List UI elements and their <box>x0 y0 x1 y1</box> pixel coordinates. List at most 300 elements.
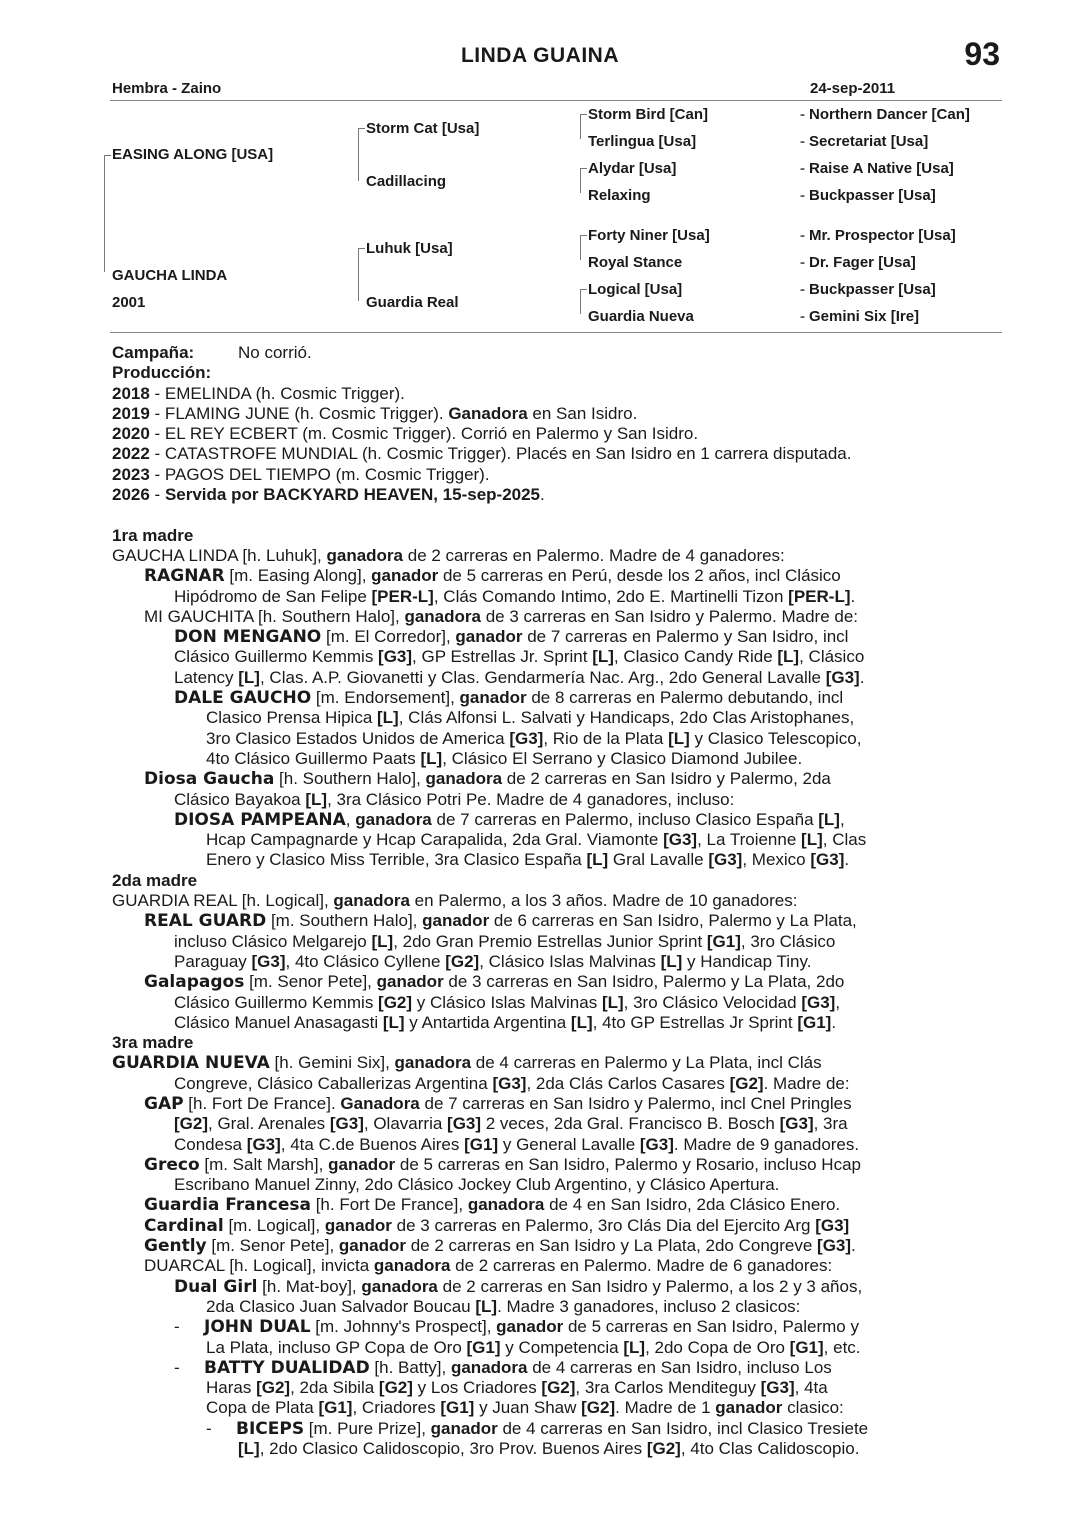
family-line <box>112 1094 1002 1114</box>
family-line <box>112 1155 1002 1175</box>
family-line <box>112 1074 1002 1094</box>
text: [h. Fort De France], <box>310 1195 468 1215</box>
highlight: [G1] <box>464 1134 499 1154</box>
text: , 3ro Clásico Velocidad <box>623 992 802 1012</box>
text: . Madre de 1 <box>615 1398 716 1418</box>
text: La Plata, incluso GP Copa de Oro <box>206 1337 467 1357</box>
text: de 5 carreras en San Isidro, Palermo y <box>563 1317 859 1337</box>
pedigree-gen3: Relaxing <box>588 187 651 204</box>
family-line <box>112 1175 1002 1195</box>
highlight: [G3] <box>447 1114 482 1134</box>
pedigree-gen3: Terlingua [Usa] <box>588 133 697 150</box>
text: , Clásico Islas Malvinas <box>479 951 661 971</box>
text: [h. Fort De France]. <box>183 1093 341 1113</box>
text: Escribano Manuel Zinny, 2do Clásico Jockey Club Argentino, y Clásico Apertura. <box>174 1175 780 1195</box>
highlight: [G2] <box>729 1073 764 1093</box>
production-text: - FLAMING JUNE (h. Cosmic Trigger). <box>149 403 449 423</box>
highlight: [G3] <box>329 1114 364 1134</box>
highlight: ganadora <box>373 1256 451 1276</box>
family-line <box>112 790 1002 810</box>
text: de 5 carreras en Perú, desde los 2 años, incl Clásico <box>438 566 841 586</box>
production-text: - PAGOS DEL TIEMPO (m. Cosmic Trigger). <box>149 464 490 484</box>
text: Clásico Bayakoa <box>174 789 306 809</box>
pedigree-dam: GAUCHA LINDA <box>112 267 228 284</box>
family-line <box>112 830 1002 850</box>
record-body <box>112 343 1002 1459</box>
horse-name: REAL GUARD <box>144 911 267 932</box>
first-dam-heading: 1ra madre <box>112 525 194 545</box>
production-year: 2019 <box>112 403 150 423</box>
text: 4to Clásico Guillermo Paats <box>206 748 421 768</box>
family-line <box>112 769 1002 789</box>
text: de 3 carreras en San Isidro, Palermo y La Plata, 2do <box>443 972 845 992</box>
text: [m. Easing Along], <box>224 566 372 586</box>
highlight: [G2] <box>174 1114 208 1134</box>
text: [h. Southern Halo], <box>274 769 426 789</box>
text: , 2do Clasico Calidoscopio, 3ro Prov. Buenos Aires <box>259 1439 647 1459</box>
highlight: ganadora <box>425 769 503 789</box>
page-title: LINDA GUAINA <box>460 44 620 67</box>
family-line <box>112 1195 1002 1215</box>
text: y Clásico Islas Malvinas <box>412 992 602 1012</box>
highlight: ganador <box>371 566 439 586</box>
highlight: [G2] <box>445 951 480 971</box>
highlight: [G2] <box>378 992 413 1012</box>
header-divider <box>110 100 1002 101</box>
production-item <box>112 424 1002 444</box>
text: [m. Salt Marsh], <box>199 1154 329 1174</box>
highlight: [L] <box>420 748 443 768</box>
text: , <box>839 809 845 829</box>
family-line <box>112 729 1002 749</box>
pedigree-dam-year: 2001 <box>112 294 146 311</box>
horse-name: DALE GAUCHO <box>174 688 312 709</box>
highlight: [G3] <box>663 830 698 850</box>
highlight: [G3] <box>246 1134 281 1154</box>
highlight: ganador <box>715 1398 783 1418</box>
text: Condesa <box>174 1134 247 1154</box>
horse-name: BICEPS <box>236 1418 305 1439</box>
text: Clásico Guillermo Kemmis <box>174 647 379 667</box>
text: , 3ra Clásico Potri Pe. Madre de 4 ganadores, incluso: <box>327 789 735 809</box>
production-year: 2020 <box>112 424 150 444</box>
text: y Handicap Tiny. <box>682 951 812 971</box>
highlight: ganador <box>496 1317 564 1337</box>
family-line <box>112 1277 1002 1297</box>
text: , etc. <box>823 1337 861 1357</box>
text: de 2 carreras en San Isidro y Palermo, a los 2 y 3 años, <box>437 1276 863 1296</box>
horse-name: Greco <box>144 1154 200 1175</box>
text: , Clas <box>822 830 867 850</box>
production-label: Producción: <box>112 363 212 383</box>
text: , Clásico El Serrano y Clasico Diamond Jubilee. <box>442 748 803 768</box>
text: de 2 carreras en San Isidro y Palermo, 2da <box>502 769 831 789</box>
family-line <box>112 668 1002 688</box>
text: 3ro Clasico Estados Unidos de America <box>206 728 510 748</box>
text: MI GAUCHITA [h. Southern Halo], <box>144 606 405 626</box>
dash: - <box>206 1418 212 1438</box>
family-line <box>112 749 1002 769</box>
highlight: ganador <box>338 1236 406 1256</box>
highlight: [L] <box>777 647 800 667</box>
text: , 2do Copa de Oro <box>645 1337 790 1357</box>
production-year: 2018 <box>112 383 150 403</box>
text: de 6 carreras en San Isidro, Palermo y La Plata, <box>489 911 857 931</box>
pedigree-sire: EASING ALONG [USA] <box>112 146 274 163</box>
highlight: [L] <box>660 951 683 971</box>
highlight: [G3] <box>801 992 836 1012</box>
family-line <box>112 1358 1002 1378</box>
dash: - <box>800 227 805 244</box>
birth-date: 24-sep-2011 <box>810 80 896 97</box>
highlight: [L] <box>382 1012 405 1032</box>
horse-name: Cardinal <box>144 1215 224 1236</box>
family-line <box>112 932 1002 952</box>
dash: - <box>800 254 805 271</box>
pedigree-bracket <box>580 289 587 314</box>
highlight: [G3] <box>815 1215 850 1235</box>
family-line <box>112 1013 1002 1033</box>
text: , Mexico <box>742 850 811 870</box>
family-line <box>112 1317 1002 1337</box>
text: [m. Senor Pete], <box>206 1236 339 1256</box>
family-line <box>112 587 1002 607</box>
text: , 3ra Carlos Menditeguy <box>575 1378 761 1398</box>
spacer <box>112 505 1002 525</box>
family-line <box>112 1439 1002 1459</box>
highlight: [L] <box>592 647 614 667</box>
text: . Madre de: <box>763 1073 850 1093</box>
horse-name: JOHN DUAL <box>204 1317 311 1338</box>
pedigree-gen4: Raise A Native [Usa] <box>809 160 954 177</box>
text: , Clas. A.P. Giovanetti y Clas. Gendarmería Nac. Arg., 2do General Lavalle <box>259 667 826 687</box>
highlight: Ganadora <box>340 1093 420 1113</box>
pedigree-gen4-row <box>800 106 970 123</box>
production-year: 2026 <box>112 485 150 505</box>
highlight: ganadora <box>355 809 432 829</box>
pedigree-bracket <box>580 114 587 139</box>
horse-name: DON MENGANO <box>174 627 322 648</box>
text: . Madre 3 ganadores, incluso 2 clasicos: <box>497 1296 801 1316</box>
second-dam-heading: 2da madre <box>112 870 198 890</box>
dash: - <box>174 1357 180 1377</box>
text: [m. El Corredor], <box>321 627 456 647</box>
highlight: ganadora <box>361 1276 438 1296</box>
pedigree-gen4: Mr. Prospector [Usa] <box>809 227 956 244</box>
text: y Los Criadores <box>412 1378 542 1398</box>
text: de 3 carreras en Palermo, 3ro Clás Dia del Ejercito Arg <box>391 1215 816 1235</box>
campaign-value: No corrió. <box>238 343 312 362</box>
dash: - <box>800 106 805 123</box>
production-item <box>112 485 1002 505</box>
pedigree-gen3: Storm Bird [Can] <box>588 106 708 123</box>
text: de 7 carreras en Palermo, incluso Clasico España <box>431 809 819 829</box>
pedigree-gen3: Guardia Nueva <box>588 308 694 325</box>
pedigree-gen4-row <box>800 227 956 244</box>
pedigree-gen4: Buckpasser [Usa] <box>809 281 936 298</box>
text: y Competencia <box>500 1337 624 1357</box>
highlight: [G3] <box>810 850 845 870</box>
highlight: [G3] <box>779 1114 814 1134</box>
highlight: [G2] <box>581 1398 616 1418</box>
text: clasico: <box>782 1398 844 1418</box>
family-line <box>112 1378 1002 1398</box>
text: [h. Mat-boy], <box>257 1276 362 1296</box>
horse-name: Diosa Gaucha <box>144 769 275 790</box>
family-line <box>112 708 1002 728</box>
production-list <box>112 384 1002 506</box>
family-line <box>112 810 1002 830</box>
pedigree-gen2: Luhuk [Usa] <box>366 240 453 257</box>
third-dam-section <box>112 1053 1002 1459</box>
text: . <box>859 667 865 687</box>
pedigree-gen3: Royal Stance <box>588 254 683 271</box>
production-text: - EMELINDA (h. Cosmic Trigger). <box>149 383 405 403</box>
text: de 2 carreras en Palermo. Madre de 4 ganadores: <box>403 545 785 565</box>
highlight: [G1] <box>789 1337 824 1357</box>
highlight: [L] <box>801 830 823 850</box>
text: , La Troienne <box>697 830 802 850</box>
campaign-line <box>112 343 1002 363</box>
text: , 2da Clás Carlos Casares <box>526 1073 730 1093</box>
pedigree-gen4-row <box>800 254 916 271</box>
pedigree-gen4-row <box>800 281 936 298</box>
highlight: [G3] <box>708 850 743 870</box>
text: Clásico Guillermo Kemmis <box>174 992 379 1012</box>
text: , 4to Clas Calidoscopio. <box>680 1439 860 1459</box>
text: Hcap Campagnarde y Hcap Carapalida, 2da Gral. Viamonte <box>206 830 664 850</box>
pedigree-gen4: Buckpasser [Usa] <box>809 187 936 204</box>
highlight: [G2] <box>646 1439 681 1459</box>
highlight: ganadora <box>394 1053 472 1073</box>
text: [h. Gemini Six], <box>269 1053 395 1073</box>
highlight: ganadora <box>450 1357 528 1377</box>
horse-name: RAGNAR <box>144 566 225 587</box>
third-dam-heading: 3ra madre <box>112 1033 194 1053</box>
text: , Clás Comando Intimo, 2do E. Martinelli Tizon <box>433 586 789 606</box>
highlight: [G3] <box>378 647 413 667</box>
highlight: ganadora <box>467 1195 545 1215</box>
text: Clásico Manuel Anasagasti <box>174 1012 383 1032</box>
text: , 2da Sibila <box>290 1378 379 1398</box>
text: [m. Southern Halo], <box>266 911 423 931</box>
highlight: [G1] <box>706 931 741 951</box>
family-line <box>112 566 1002 586</box>
family-line <box>112 688 1002 708</box>
pedigree-bracket <box>358 128 365 181</box>
text: Enero y Clasico Miss Terrible, 3ra Clasico España <box>206 850 587 870</box>
family-line <box>112 647 1002 667</box>
highlight: ganadora <box>404 606 481 626</box>
text: . Madre de 9 ganadores. <box>673 1134 860 1154</box>
highlight: [L] <box>818 809 840 829</box>
text: Clasico Prensa Hipica <box>206 708 378 728</box>
production-text: - EL REY ECBERT (m. Cosmic Trigger). Corrió en Palermo y San Isidro. <box>149 424 699 444</box>
highlight: ganador <box>376 972 444 992</box>
highlight: [L] <box>668 728 690 748</box>
text: , Rio de la Plata <box>543 728 669 748</box>
horse-name: Gently <box>144 1236 207 1257</box>
text: [m. Endorsement], <box>311 688 460 708</box>
text: , 4ta <box>794 1378 828 1398</box>
text: y Juan Shaw <box>474 1398 582 1418</box>
highlight: [L] <box>570 1012 593 1032</box>
text: , 4to Clásico Cyllene <box>285 951 446 971</box>
highlight: ganador <box>324 1215 392 1235</box>
family-line <box>112 627 1002 647</box>
text: de 4 carreras en San Isidro, incl Clasico Tresiete <box>497 1418 869 1438</box>
production-item <box>112 444 1002 464</box>
highlight: [L] <box>475 1296 498 1316</box>
pedigree-gen3: Alydar [Usa] <box>588 160 677 177</box>
highlight: ganadora <box>326 545 404 565</box>
production-text: - CATASTROFE MUNDIAL (h. Cosmic Trigger). Placés en San Isidro en 1 carrera disputada. <box>149 444 852 464</box>
pedigree-gen4: Dr. Fager [Usa] <box>809 254 916 271</box>
text: . <box>850 586 856 606</box>
highlight: [L] <box>586 850 609 870</box>
horse-name: GAP <box>144 1093 184 1114</box>
highlight: [G1] <box>318 1398 353 1418</box>
family-line <box>112 1419 1002 1439</box>
highlight: [G1] <box>440 1398 475 1418</box>
horse-name: BATTY DUALIDAD <box>204 1357 370 1378</box>
text: , Clasico Candy Ride <box>613 647 778 667</box>
text: 2 veces, 2da Gral. Francisco B. Bosch <box>481 1114 780 1134</box>
highlight: [G3] <box>492 1073 527 1093</box>
text: [m. Logical], <box>223 1215 325 1235</box>
text: , GP Estrellas Jr. Sprint <box>412 647 593 667</box>
family-line <box>112 1135 1002 1155</box>
text: [h. Batty], <box>369 1357 451 1377</box>
text: , Gral. Arenales <box>208 1114 330 1134</box>
horse-name: DIOSA PAMPEANA <box>174 809 346 830</box>
text: de 8 carreras en Palermo debutando, incl <box>526 688 844 708</box>
production-item <box>112 384 1002 404</box>
text: , Clásico <box>799 647 865 667</box>
text: , Clás Alfonsi L. Salvati y Handicaps, 2do Clas Aristophanes, <box>398 708 855 728</box>
family-line <box>112 911 1002 931</box>
family-line <box>112 891 1002 911</box>
text: [m. Pure Prize], <box>304 1418 431 1438</box>
pedigree-gen4: Secretariat [Usa] <box>809 133 929 150</box>
family-line <box>112 993 1002 1013</box>
text: , 3ra <box>813 1114 848 1134</box>
highlight: ganador <box>459 688 527 708</box>
highlight: [G3] <box>639 1134 674 1154</box>
text: [m. Johnny's Prospect], <box>310 1317 497 1337</box>
text: de 4 carreras en Palermo y La Plata, incl Clás <box>471 1053 822 1073</box>
pedigree-bracket <box>580 168 587 193</box>
dash: - <box>800 133 805 150</box>
horse-name: Galapagos <box>144 972 245 993</box>
family-line <box>112 1114 1002 1134</box>
highlight: [G3] <box>760 1378 795 1398</box>
production-year: 2022 <box>112 444 150 464</box>
text: en Palermo, a los 3 años. Madre de 10 ganadores: <box>409 891 798 911</box>
production-year: 2023 <box>112 464 150 484</box>
text: , <box>835 992 841 1012</box>
highlight: [G3] <box>817 1236 852 1256</box>
second-dam-section <box>112 891 1002 1033</box>
pedigree-gen4-row <box>800 160 954 177</box>
text: de 4 carreras en San Isidro, incluso Los <box>527 1357 832 1377</box>
text: , <box>345 809 356 829</box>
pedigree-gen4-row <box>800 308 919 325</box>
text: y General Lavalle <box>498 1134 640 1154</box>
family-line <box>112 952 1002 972</box>
highlight: [G3] <box>825 667 860 687</box>
text: de 2 carreras en San Isidro y La Plata, 2do Congreve <box>405 1236 818 1256</box>
pedigree-gen2: Cadillacing <box>366 173 447 190</box>
text: . <box>844 850 850 870</box>
text: Paraguay <box>174 951 252 971</box>
production-text: en San Isidro. <box>527 403 638 423</box>
highlight: [L] <box>305 789 328 809</box>
pedigree-gen3: Forty Niner [Usa] <box>588 227 710 244</box>
highlight: [PER-L] <box>788 586 851 606</box>
first-dam-section <box>112 546 1002 871</box>
production-text: . <box>540 485 545 505</box>
dash: - <box>800 281 805 298</box>
highlight: [G2] <box>541 1378 576 1398</box>
text: Hipódromo de San Felipe <box>174 586 372 606</box>
text: y Clasico Telescopico, <box>689 728 862 748</box>
highlight: ganadora <box>333 891 410 911</box>
family-line <box>112 1256 1002 1276</box>
pedigree-gen4: Gemini Six [Ire] <box>809 308 920 325</box>
production-highlight: Ganadora <box>448 403 528 423</box>
campaign-label: Campaña: <box>112 343 195 362</box>
pedigree-bracket <box>104 155 111 272</box>
text: , Criadores <box>352 1398 441 1418</box>
family-line <box>112 1216 1002 1236</box>
family-line <box>112 1398 1002 1418</box>
highlight: [G1] <box>466 1337 501 1357</box>
page-number: 93 <box>964 36 1000 72</box>
text: , Olavarria <box>363 1114 448 1134</box>
text: GUARDIA REAL [h. Logical], <box>112 891 334 911</box>
text: y Antartida Argentina <box>404 1012 571 1032</box>
pedigree-bracket <box>580 235 587 260</box>
highlight: [PER-L] <box>371 586 434 606</box>
highlight: [L] <box>377 708 399 728</box>
text: . <box>851 1236 856 1256</box>
pedigree-gen4-row <box>800 187 936 204</box>
text: , 3ro Clásico <box>740 931 836 951</box>
pedigree-divider <box>110 332 1002 333</box>
text: incluso Clásico Melgarejo <box>174 931 372 951</box>
family-line <box>112 1297 1002 1317</box>
sex-color: Hembra - Zaino <box>112 80 222 97</box>
family-line <box>112 1053 1002 1073</box>
highlight: ganador <box>430 1418 498 1438</box>
highlight: ganador <box>422 911 490 931</box>
production-item <box>112 404 1002 424</box>
text: Congreve, Clásico Caballerizas Argentina <box>174 1073 493 1093</box>
highlight: ganador <box>455 627 523 647</box>
text: DUARCAL [h. Logical], invicta <box>144 1256 374 1276</box>
dash: - <box>800 160 805 177</box>
production-text: - <box>149 485 165 505</box>
highlight: ganador <box>328 1154 396 1174</box>
family-line <box>112 850 1002 870</box>
text: Haras <box>206 1378 257 1398</box>
text: de 3 carreras en San Isidro y Palermo. Madre de: <box>480 606 858 626</box>
text: de 7 carreras en San Isidro y Palermo, incl Cnel Pringles <box>419 1093 852 1113</box>
family-line <box>112 1236 1002 1256</box>
family-line <box>112 1338 1002 1358</box>
text: , 4to GP Estrellas Jr Sprint <box>592 1012 798 1032</box>
